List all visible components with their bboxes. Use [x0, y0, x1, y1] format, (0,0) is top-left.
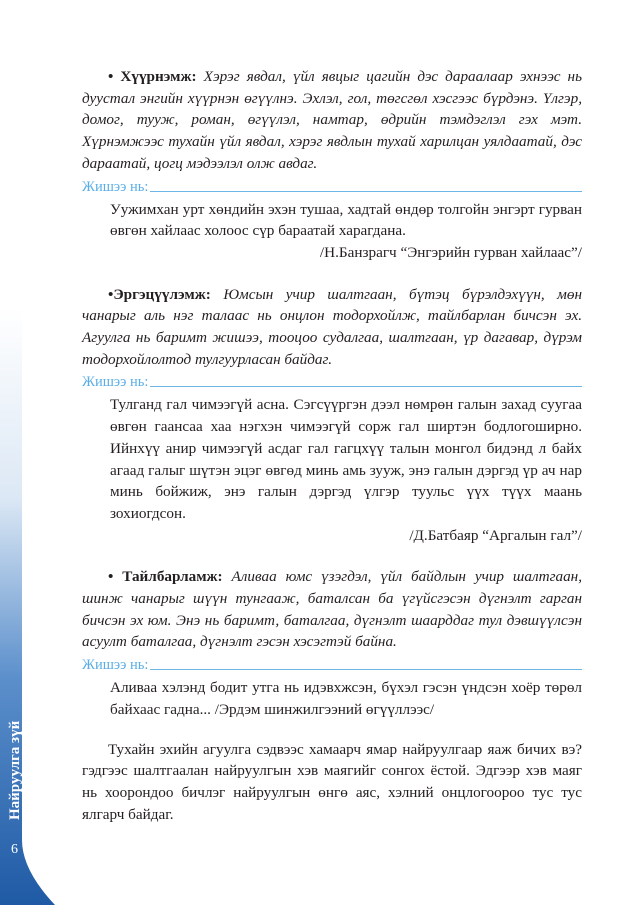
- section-paragraph: [82, 66, 582, 175]
- section-paragraph: [82, 566, 582, 653]
- example-text: Уужимхан урт хөндийн эхэн тушаа, хадтай өндөр толгойн энгэрт гурван өвгөн хайлаас холоос сүр бараатай харагдана.: [110, 200, 582, 240]
- example-label: [82, 374, 582, 391]
- example-label-text: Жишээ нь:: [82, 657, 149, 674]
- example-source: /Н.Банзрагч “Энгэрийн гурван хайлаас”/: [319, 243, 582, 261]
- page-content: [82, 66, 582, 825]
- example-block: [110, 394, 582, 546]
- example-label: [82, 657, 582, 674]
- section-term: • Тайлбарламж:: [108, 568, 223, 586]
- section-term: • Хүүрнэмж:: [108, 68, 197, 85]
- example-rule: [150, 669, 582, 670]
- example-label-text: Жишээ нь:: [82, 374, 149, 391]
- section-definition: Юмсын учир шалтгаан, бүтэц бүрэлдэхүүн, мөн чанарыг аль нэг талаас нь онцлон тодорхойлж, тайлбарлан бичсэн эх. Агуулга нь баримт жишээ, тооцоо судалгаа, шалтгаан, үр дагавар, дүрэм тодорхойлолтод тулгуурласан байдаг.: [82, 285, 582, 368]
- example-label-text: Жишээ нь:: [82, 178, 149, 195]
- page-number: 6: [11, 842, 18, 857]
- sidebar-title: Найруулга зүй: [7, 720, 23, 820]
- example-source: /Д.Батбаяр “Аргалын гал”/: [409, 526, 582, 544]
- section-term: •Эргэцүүлэмж:: [108, 285, 211, 303]
- example-text: Аливаа хэлэнд бодит утга нь идэвхжсэн, бүхэл гэсэн үндсэн хоёр төрөл байхаас гадна... /Эрдэм шинжилгээний өгүүллээс/: [110, 679, 582, 718]
- section-definition: Хэрэг явдал, үйл явцыг цагийн дэс дараалаар эхнээс нь дуустал энгийн хүүрнэн өгүүлнэ. Эхлэл, гол, төгсгөл хэсгээс бүрдэнэ. Үлгэр, домог, тууж, роман, өгүүлэл, намтар, өдрийн тэмдэглэл гэх мэт. Хүрнэмжээс тухайн үйл явдал, хэрэг явдлын тухай харилцан уялдаатай, дэс дараатай, цогц мэдээлэл олж авдаг.: [82, 68, 583, 172]
- example-rule: [150, 191, 582, 192]
- example-rule: [150, 386, 582, 387]
- example-block: [110, 199, 582, 264]
- closing-paragraph: Тухайн эхийн агуулга сэдвээс хамаарч ямар найруулгаар яаж бичих вэ? гэдгээс шалтгаалан найруулгын хэв маягийг сонгох ёстой. Эдгээр хэв маяг нь хоорондоо бичлэг найруулгын өнгө аяс, хэлний онцлогоороо тус тус ялгарч байдаг.: [82, 740, 582, 823]
- example-text: Тулганд гал чимээгүй асна. Сэгсүүргэн дээл нөмрөн галын захад суугаа өвгөн гаансаа хаа нэгхэн чимээгүй сорж гал ширтэн бодлогоширно. Ийнхүү анир чимээгүй асдаг гал гагцхүү талын монгол бидэнд л байх агаад галыг шүтэн эцэг өвгөд минь амь зууж, энэ галын дэргэд үр ач нар минь бойжиж, энэ галын дэргэд үлгэр туульс үүх түүх маань зохиогдсон.: [110, 396, 582, 522]
- example-label: [82, 179, 582, 196]
- section-definition: Аливаа юмс үзэгдэл, үйл байдлын учир шалтгаан, шинж чанарыг шүүн тунгааж, баталсан ба үгүйсгэсэн дүгнэлт гарган бичсэн эх юм. Энэ нь баримт, баталгаа, дүгнэлт шаарддаг тул дэвшүүлсэн асуулт баталгаа, дүгнэлт гэсэн хэсэгтэй байна.: [82, 568, 583, 651]
- section-paragraph: [82, 284, 582, 371]
- example-block: [110, 677, 582, 720]
